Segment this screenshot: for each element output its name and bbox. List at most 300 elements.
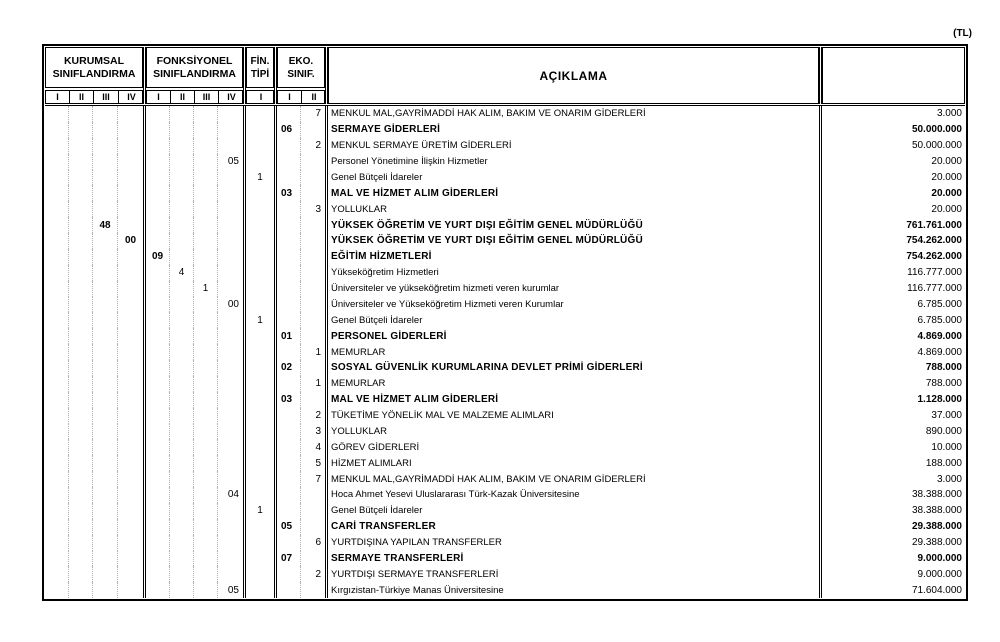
kurumsal-3-cell <box>93 138 118 154</box>
fonksiyonel-1-cell <box>146 582 170 598</box>
table-row <box>45 487 965 503</box>
fin-tipi-cell: 1 <box>257 505 263 517</box>
fonksiyonel-1-cell <box>146 281 170 297</box>
kurumsal-1-cell <box>45 503 69 519</box>
fin-tipi-cell <box>246 106 274 122</box>
eko-1-cell: 03 <box>277 185 301 201</box>
kurumsal-3-cell <box>93 154 118 170</box>
kurumsal-1-cell <box>45 217 69 233</box>
table-row <box>45 503 965 519</box>
kurumsal-2-cell <box>69 566 93 582</box>
kurumsal-2-cell <box>69 265 93 281</box>
fonksiyonel-3-cell <box>194 455 218 471</box>
amount-cell: 29.388.000 <box>911 537 962 549</box>
fonksiyonel-4-cell <box>218 281 243 297</box>
fin-tipi-cell <box>246 455 274 471</box>
kurumsal-title-line1: KURUMSAL <box>63 54 125 67</box>
fonksiyonel-4-cell <box>218 535 243 551</box>
table-row <box>45 551 965 567</box>
kurumsal-3-cell <box>93 424 118 440</box>
fin-tipi-cell <box>246 249 274 265</box>
amount-cell: 20.000 <box>931 171 962 183</box>
kurumsal-title-line2: SINIFLANDIRMA <box>52 67 136 80</box>
table-row <box>45 376 965 392</box>
table-row <box>45 297 965 313</box>
table-row <box>45 312 965 328</box>
kurumsal-1-cell <box>45 344 69 360</box>
description-cell: SERMAYE GİDERLERİ <box>331 124 441 136</box>
table-row <box>45 455 965 471</box>
kurumsal-2-cell <box>69 503 93 519</box>
amount-cell: 37.000 <box>931 410 962 422</box>
kurumsal-2-cell <box>69 439 93 455</box>
table-row <box>45 360 965 376</box>
kurumsal-3-cell <box>93 233 118 249</box>
fin-tipi-cell <box>246 566 274 582</box>
fonksiyonel-1-cell <box>146 217 170 233</box>
fonksiyonel-3-cell <box>194 122 218 138</box>
kurumsal-3-cell <box>93 328 118 344</box>
kurumsal-2-cell <box>69 360 93 376</box>
kurumsal-2-cell <box>69 217 93 233</box>
kurumsal-numerals <box>45 90 143 104</box>
eko-1-cell: 06 <box>277 122 301 138</box>
description-cell: YOLLUKLAR <box>331 425 387 437</box>
kurumsal-4-cell <box>118 185 143 201</box>
amount-cell: 29.388.000 <box>911 521 962 533</box>
eko-1-cell <box>277 265 301 281</box>
fonksiyonel-3-cell <box>194 201 218 217</box>
kurumsal-3-cell <box>93 455 118 471</box>
fonksiyonel-2-cell <box>170 122 194 138</box>
fin-tipi-cell <box>246 439 274 455</box>
fonksiyonel-1-cell <box>146 439 170 455</box>
kurumsal-4-cell <box>118 154 143 170</box>
fin-tipi-cell <box>246 376 274 392</box>
kurumsal-2-cell <box>69 297 93 313</box>
fonksiyonel-4-cell <box>218 138 243 154</box>
kurumsal-4-cell <box>118 312 143 328</box>
fonksiyonel-2-cell <box>170 471 194 487</box>
kurumsal-3-cell <box>93 519 118 535</box>
kurumsal-1-cell <box>45 281 69 297</box>
fonksiyonel-title-line1: FONKSİYONEL <box>156 54 233 67</box>
kurumsal-1-cell <box>45 328 69 344</box>
amount-cell: 3.000 <box>936 108 962 120</box>
eko-2-cell: 1 <box>315 346 321 358</box>
numeral-label: I <box>278 91 302 103</box>
eko-2-cell <box>301 551 325 567</box>
eko-2-cell <box>301 392 325 408</box>
fonksiyonel-1-cell <box>146 201 170 217</box>
amount-cell: 116.777.000 <box>907 267 962 279</box>
kurumsal-1-cell <box>45 519 69 535</box>
fonksiyonel-2-cell <box>170 328 194 344</box>
fonksiyonel-1-cell <box>146 471 170 487</box>
currency-unit-label: (TL) <box>953 28 972 39</box>
table-row <box>45 249 965 265</box>
eko-2-cell <box>301 249 325 265</box>
kurumsal-2-cell <box>69 455 93 471</box>
kurumsal-1-cell <box>45 566 69 582</box>
description-cell: CARİ TRANSFERLER <box>331 521 436 533</box>
numeral-label: I <box>259 92 263 102</box>
kurumsal-3-cell <box>93 281 118 297</box>
kurumsal-4-cell <box>118 122 143 138</box>
fonksiyonel-3-cell <box>194 408 218 424</box>
fonksiyonel-4-cell <box>218 360 243 376</box>
eko-2-cell <box>301 503 325 519</box>
amount-cell: 50.000.000 <box>911 140 962 152</box>
amount-cell: 71.604.000 <box>911 584 962 596</box>
description-cell: YOLLUKLAR <box>331 203 387 215</box>
fonksiyonel-1-cell <box>146 503 170 519</box>
fin-tipi-cell <box>246 265 274 281</box>
fonksiyonel-4-cell <box>218 408 243 424</box>
eko-2-cell: 7 <box>315 473 321 485</box>
fonksiyonel-4-cell <box>218 519 243 535</box>
fin-tipi-cell <box>246 154 274 170</box>
kurumsal-2-cell <box>69 344 93 360</box>
kurumsal-4-cell <box>118 170 143 186</box>
fonksiyonel-4-cell <box>218 328 243 344</box>
numeral-label: I <box>147 91 171 103</box>
eko-2-cell <box>301 312 325 328</box>
amount-cell: 50.000.000 <box>911 124 962 136</box>
eko-2-cell: 6 <box>315 537 321 549</box>
fonksiyonel-3-cell <box>194 138 218 154</box>
fin-tipi-cell <box>246 233 274 249</box>
kurumsal-2-cell <box>69 551 93 567</box>
amount-cell: 9.000.000 <box>917 552 962 564</box>
amount-cell: 4.869.000 <box>917 346 962 358</box>
fin-tipi-cell <box>246 185 274 201</box>
kurumsal-2-cell <box>69 471 93 487</box>
eko-2-cell: 3 <box>315 425 321 437</box>
fonksiyonel-1-cell <box>146 566 170 582</box>
numeral-label: II <box>311 92 317 102</box>
amount-cell: 3.000 <box>936 473 962 485</box>
fonksiyonel-2-cell <box>170 312 194 328</box>
kurumsal-2-cell <box>69 424 93 440</box>
kurumsal-1-cell <box>45 471 69 487</box>
fonksiyonel-3-cell <box>194 424 218 440</box>
kurumsal-3-cell <box>93 265 118 281</box>
fonksiyonel-4-cell <box>218 312 243 328</box>
kurumsal-2-cell <box>69 487 93 503</box>
numeral-label: IV <box>127 92 136 102</box>
eko-1-cell: 05 <box>277 519 301 535</box>
kurumsal-2-cell <box>69 519 93 535</box>
description-cell: YÜKSEK ÖĞRETİM VE YURT DIŞI EĞİTİM GENEL MÜDÜRLÜĞÜ <box>331 235 643 247</box>
kurumsal-3-cell <box>93 408 118 424</box>
amount-cell: 761.761.000 <box>906 219 962 231</box>
table-row <box>45 408 965 424</box>
amount-cell: 38.388.000 <box>911 489 962 501</box>
fonksiyonel-2-cell <box>170 201 194 217</box>
fonksiyonel-4-cell <box>218 503 243 519</box>
kurumsal-4-cell <box>118 455 143 471</box>
fonksiyonel-2-cell <box>170 424 194 440</box>
eko-1-cell <box>277 312 301 328</box>
fonksiyonel-3-cell <box>194 487 218 503</box>
eko-1-cell: 07 <box>277 551 301 567</box>
description-cell: Üniversiteler ve Yükseköğretim Hizmeti veren Kurumlar <box>331 298 564 310</box>
kurumsal-3-cell <box>93 201 118 217</box>
fonksiyonel-numerals <box>146 90 243 104</box>
kurumsal-1-cell <box>45 360 69 376</box>
kurumsal-2-cell <box>69 392 93 408</box>
fonksiyonel-2-cell <box>170 408 194 424</box>
kurumsal-3-cell <box>93 535 118 551</box>
kurumsal-4-cell <box>118 566 143 582</box>
kurumsal-1-cell <box>45 408 69 424</box>
fonksiyonel-4-cell <box>218 265 243 281</box>
fonksiyonel-1-cell <box>146 170 170 186</box>
eko-1-cell <box>277 201 301 217</box>
eko-1-cell <box>277 424 301 440</box>
fonksiyonel-3-cell <box>194 376 218 392</box>
eko-1-cell <box>277 408 301 424</box>
fonksiyonel-4-cell <box>218 233 243 249</box>
kurumsal-1-cell <box>45 392 69 408</box>
kurumsal-4-cell <box>118 439 143 455</box>
fonksiyonel-4-cell <box>218 185 243 201</box>
eko-1-cell: 02 <box>277 360 301 376</box>
fonksiyonel-3-cell <box>194 535 218 551</box>
fonksiyonel-3-cell <box>194 582 218 598</box>
kurumsal-2-cell <box>69 408 93 424</box>
eko-title-line2: SINIF. <box>287 68 315 80</box>
fonksiyonel-2-cell <box>170 392 194 408</box>
kurumsal-1-cell <box>45 582 69 598</box>
amount-cell: 754.262.000 <box>906 235 962 247</box>
eko-1-cell <box>277 582 301 598</box>
kurumsal-3-cell <box>93 551 118 567</box>
header-group-eko-sinif <box>277 47 325 104</box>
numeral-label: I <box>46 91 70 103</box>
description-cell: MAL VE HİZMET ALIM GİDERLERİ <box>331 394 499 406</box>
fonksiyonel-3-cell <box>194 551 218 567</box>
numeral-label: II <box>171 91 195 103</box>
fonksiyonel-1-cell <box>146 122 170 138</box>
fonksiyonel-1-cell <box>146 519 170 535</box>
table-row <box>45 154 965 170</box>
fonksiyonel-4-cell <box>218 106 243 122</box>
fonksiyonel-2-cell <box>170 519 194 535</box>
fonksiyonel-2-cell <box>170 551 194 567</box>
kurumsal-4-cell <box>118 392 143 408</box>
fonksiyonel-2-cell <box>170 582 194 598</box>
table-row <box>45 201 965 217</box>
fonksiyonel-4-cell <box>218 439 243 455</box>
fonksiyonel-3-cell <box>194 503 218 519</box>
fonksiyonel-3-cell <box>194 297 218 313</box>
fonksiyonel-2-cell <box>170 487 194 503</box>
kurumsal-1-cell <box>45 106 69 122</box>
kurumsal-1-cell <box>45 138 69 154</box>
fonksiyonel-4-cell <box>218 217 243 233</box>
kurumsal-2-cell <box>69 138 93 154</box>
kurumsal-2-cell <box>69 201 93 217</box>
fonksiyonel-2-cell <box>170 439 194 455</box>
fonksiyonel-3-cell <box>194 566 218 582</box>
kurumsal-4-cell <box>118 201 143 217</box>
fin-tipi-cell <box>246 122 274 138</box>
fonksiyonel-3-cell <box>194 217 218 233</box>
kurumsal-3-cell <box>93 376 118 392</box>
fonksiyonel-1-cell <box>146 297 170 313</box>
description-cell: EĞİTİM HİZMETLERİ <box>331 251 432 263</box>
numeral-label: III <box>94 91 119 103</box>
fonksiyonel-1-cell <box>146 455 170 471</box>
fonksiyonel-1-cell <box>146 328 170 344</box>
fin-tipi-cell <box>246 519 274 535</box>
kurumsal-2-cell <box>69 185 93 201</box>
table-row <box>45 265 965 281</box>
eko-1-cell <box>277 455 301 471</box>
kurumsal-3-cell <box>93 582 118 598</box>
table-row <box>45 281 965 297</box>
kurumsal-4-cell <box>118 281 143 297</box>
eko-2-cell <box>301 233 325 249</box>
fonksiyonel-4-cell <box>218 471 243 487</box>
fonksiyonel-1-cell <box>146 408 170 424</box>
eko-2-cell: 2 <box>315 140 321 152</box>
kurumsal-1-cell <box>45 297 69 313</box>
fonksiyonel-1-cell <box>146 344 170 360</box>
kurumsal-3-cell <box>93 312 118 328</box>
eko-2-cell: 1 <box>315 378 321 390</box>
fonksiyonel-2-cell <box>170 233 194 249</box>
kurumsal-4-cell <box>118 106 143 122</box>
fonksiyonel-2-cell <box>170 376 194 392</box>
fonksiyonel-3-cell <box>194 265 218 281</box>
eko-1-cell: 03 <box>277 392 301 408</box>
kurumsal-4-cell <box>118 471 143 487</box>
fin-tipi-cell: 1 <box>257 314 263 326</box>
kurumsal-3-cell <box>93 122 118 138</box>
amount-cell: 9.000.000 <box>917 568 962 580</box>
fin-tipi-cell <box>246 424 274 440</box>
table-row <box>45 170 965 186</box>
fonksiyonel-3-cell <box>194 328 218 344</box>
fonksiyonel-1-cell <box>146 392 170 408</box>
kurumsal-3-cell <box>93 471 118 487</box>
kurumsal-4-cell <box>118 249 143 265</box>
kurumsal-2-cell <box>69 328 93 344</box>
eko-1-cell <box>277 249 301 265</box>
fonksiyonel-3-cell <box>194 233 218 249</box>
kurumsal-1-cell <box>45 201 69 217</box>
kurumsal-1-cell <box>45 551 69 567</box>
table-row <box>45 535 965 551</box>
kurumsal-1-cell <box>45 455 69 471</box>
eko-2-cell: 4 <box>315 441 321 453</box>
kurumsal-4-cell: 00 <box>124 235 137 247</box>
eko-1-cell <box>277 471 301 487</box>
amount-cell: 116.777.000 <box>907 283 962 295</box>
fonksiyonel-4-cell: 00 <box>227 298 239 310</box>
fonksiyonel-1-cell <box>146 424 170 440</box>
amount-cell: 6.785.000 <box>917 298 962 310</box>
fonksiyonel-4-cell: 04 <box>227 489 239 501</box>
amount-cell: 188.000 <box>925 457 962 469</box>
eko-1-cell <box>277 566 301 582</box>
eko-1-cell <box>277 138 301 154</box>
fin-tipi-cell <box>246 328 274 344</box>
fonksiyonel-2-cell <box>170 503 194 519</box>
amount-cell: 4.869.000 <box>917 330 962 342</box>
fin-numerals <box>246 90 274 104</box>
description-cell: MEMURLAR <box>331 346 386 358</box>
fin-tipi-title <box>246 47 274 88</box>
fonksiyonel-4-cell <box>218 122 243 138</box>
kurumsal-1-cell <box>45 265 69 281</box>
eko-1-cell <box>277 535 301 551</box>
eko-2-cell: 2 <box>315 568 321 580</box>
kurumsal-2-cell <box>69 582 93 598</box>
fin-title-line2: TİPİ <box>250 68 270 80</box>
fin-tipi-cell <box>246 217 274 233</box>
kurumsal-4-cell <box>118 535 143 551</box>
kurumsal-4-cell <box>118 360 143 376</box>
eko-2-cell: 5 <box>315 457 321 469</box>
kurumsal-2-cell <box>69 281 93 297</box>
amount-cell: 6.785.000 <box>917 314 962 326</box>
kurumsal-4-cell <box>118 519 143 535</box>
eko-2-cell: 2 <box>315 410 321 422</box>
table-row <box>45 344 965 360</box>
fonksiyonel-3-cell <box>194 471 218 487</box>
kurumsal-3-cell <box>93 170 118 186</box>
table-row <box>45 582 965 598</box>
table-row <box>45 392 965 408</box>
fin-tipi-cell <box>246 281 274 297</box>
header-group-kurumsal <box>45 47 143 104</box>
fonksiyonel-1-cell <box>146 106 170 122</box>
description-cell: MENKUL SERMAYE ÜRETİM GİDERLERİ <box>331 140 512 152</box>
eko-numerals <box>277 90 325 104</box>
fin-tipi-cell <box>246 344 274 360</box>
kurumsal-4-cell <box>118 217 143 233</box>
header-group-fin-tipi <box>246 47 274 104</box>
fin-tipi-cell: 1 <box>257 171 263 183</box>
fonksiyonel-2-cell <box>170 217 194 233</box>
kurumsal-3-cell <box>93 566 118 582</box>
table-row <box>45 106 965 122</box>
fonksiyonel-2-cell <box>170 106 194 122</box>
kurumsal-1-cell <box>45 424 69 440</box>
kurumsal-1-cell <box>45 185 69 201</box>
kurumsal-2-cell <box>69 106 93 122</box>
fonksiyonel-2-cell <box>170 185 194 201</box>
kurumsal-3-cell <box>93 185 118 201</box>
table-row <box>45 138 965 154</box>
amount-cell: 20.000 <box>931 203 962 215</box>
kurumsal-4-cell <box>118 487 143 503</box>
kurumsal-4-cell <box>118 138 143 154</box>
kurumsal-2-cell <box>69 376 93 392</box>
fin-tipi-cell <box>246 201 274 217</box>
table-row <box>45 439 965 455</box>
kurumsal-2-cell <box>69 233 93 249</box>
kurumsal-4-cell <box>118 297 143 313</box>
table-row <box>45 566 965 582</box>
fonksiyonel-2-cell <box>170 455 194 471</box>
eko-1-cell <box>277 487 301 503</box>
table-body <box>45 105 965 598</box>
